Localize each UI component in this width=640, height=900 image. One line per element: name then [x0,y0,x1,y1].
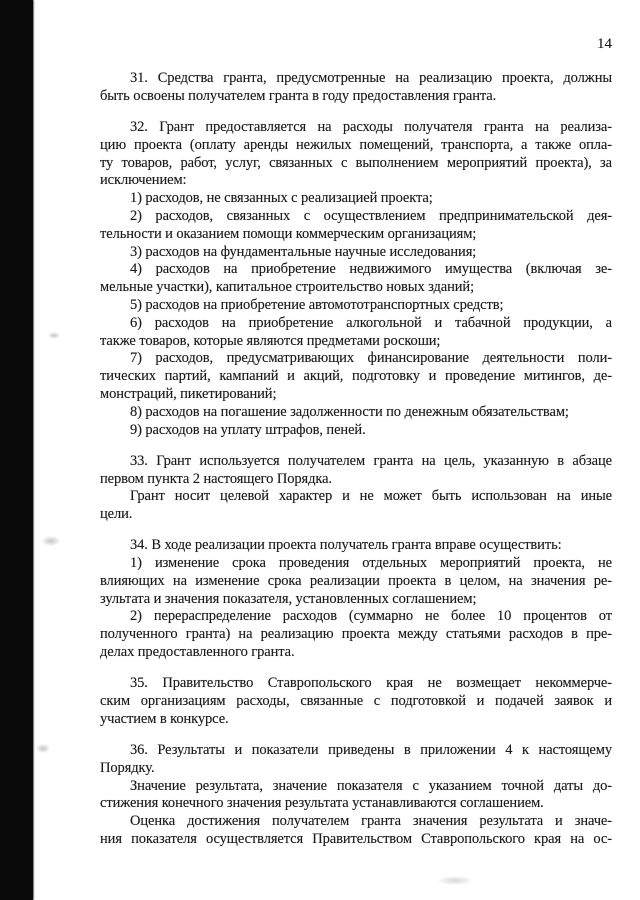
text-line: исключением: [100,172,187,189]
text-line: 31. Средства гранта, предусмотренные на реализацию проекта, должны [130,70,612,86]
text-line: Порядку. [100,759,155,776]
text-line: тельности и оказанием помощи коммерческим организациям; [100,225,477,242]
document-body [100,70,612,849]
text-line: стижения конечного значения результата устанавливаются соглашением. [100,795,544,812]
scan-smudge [36,744,50,753]
text-line: 33. Грант используется получателем гранта на цель, указанную в абзаце [130,452,612,469]
paragraph [100,813,612,849]
text-line: Значение результата, значение показателя с указанием точной даты до- [130,777,612,794]
text-line: цели. [100,506,133,523]
text-line: цию проекта (оплату аренды нежилых помещений, транспорта, а также опла- [100,136,612,153]
text-line: 1) изменение срока проведения отдельных мероприятий проекта, не [130,555,612,572]
text-line: участием в конкурсе. [100,710,229,727]
text-line: 2) расходов, связанных с осуществлением предпринимательской дея- [130,207,612,224]
page-number: 14 [597,36,612,52]
text-line: 7) расходов, предусматривающих финансирование деятельности поли- [130,350,612,367]
text-line: 9) расходов на уплату штрафов, пеней. [130,421,366,438]
scan-smudge [48,332,60,339]
paragraph [100,261,612,297]
text-line: также товаров, которые являются предметами роскоши; [100,332,441,349]
text-line: 34. В ходе реализации проекта получатель гранта вправе осуществить: [130,537,562,554]
text-line: первом пункта 2 настоящего Порядка. [100,470,332,487]
paragraph [100,742,612,778]
paragraph [100,208,612,244]
paragraph [100,119,612,190]
text-line: тических партий, кампаний и акций, подготовку и проведение митингов, де- [100,368,612,385]
paragraph [100,404,612,422]
text-line: ту товаров, работ, услуг, связанных с выполнением мероприятий проекта), за [100,154,612,171]
paragraph [100,190,612,208]
text-line: влияющих на изменение срока реализации проекта в целом, на значения ре- [100,572,612,589]
paragraph [100,350,612,403]
text-line: ния показателя осуществляется Правительством Ставропольского края на ос- [100,831,612,848]
paragraph [100,537,612,555]
text-line: Оценка достижения получателем гранта значения результата и значе- [130,813,612,830]
paragraph [100,555,612,608]
paragraph [100,453,612,489]
paragraph [100,422,612,440]
paragraph [100,297,612,315]
text-line: 35. Правительство Ставропольского края не возмещает некоммерче- [130,675,612,692]
text-line: полученного гранта) на реализацию проекта между статьями расходов в пре- [100,626,612,643]
text-line: ским организациям расходы, связанные с подготовкой и подачей заявок и [100,693,612,710]
text-line: 4) расходов на приобретение недвижимого имущества (включая зе- [130,261,612,278]
paragraph [100,70,612,106]
text-line: 3) расходов на фундаментальные научные исследования; [130,243,477,260]
paragraph [100,244,612,262]
paragraph [100,315,612,351]
text-line: зультата и значения показателя, установленных соглашением; [100,590,477,607]
scan-smudge [42,536,60,546]
text-line: 2) перераспределение расходов (суммарно не более 10 процентов от [130,608,612,625]
text-line: 1) расходов, не связанных с реализацией проекта; [130,190,433,207]
text-line: мельные участки), капитальное строительство новых зданий; [100,279,475,296]
text-line: Грант носит целевой характер и не может быть использован на иные [130,488,612,505]
text-line: монстраций, пикетирований; [100,385,277,402]
paragraph [100,675,612,728]
text-line: быть освоены получателем гранта в году предоставления гранта. [100,87,497,104]
paragraph [100,488,612,524]
paragraph [100,608,612,661]
paragraph [100,778,612,814]
text-line: 5) расходов на приобретение автомототранспортных средств; [130,296,504,313]
scan-edge-bar [0,0,33,900]
text-line: 6) расходов на приобретение алкогольной и табачной продукции, а [130,314,612,331]
text-line: 36. Результаты и показатели приведены в приложении 4 к настоящему [130,742,612,759]
scan-smudge [438,876,472,885]
text-line: 32. Грант предоставляется на расходы получателя гранта на реализа- [130,118,612,135]
text-line: делах предоставленного гранта. [100,644,295,661]
text-line: 8) расходов на погашение задолженности по денежным обязательствам; [130,403,569,420]
